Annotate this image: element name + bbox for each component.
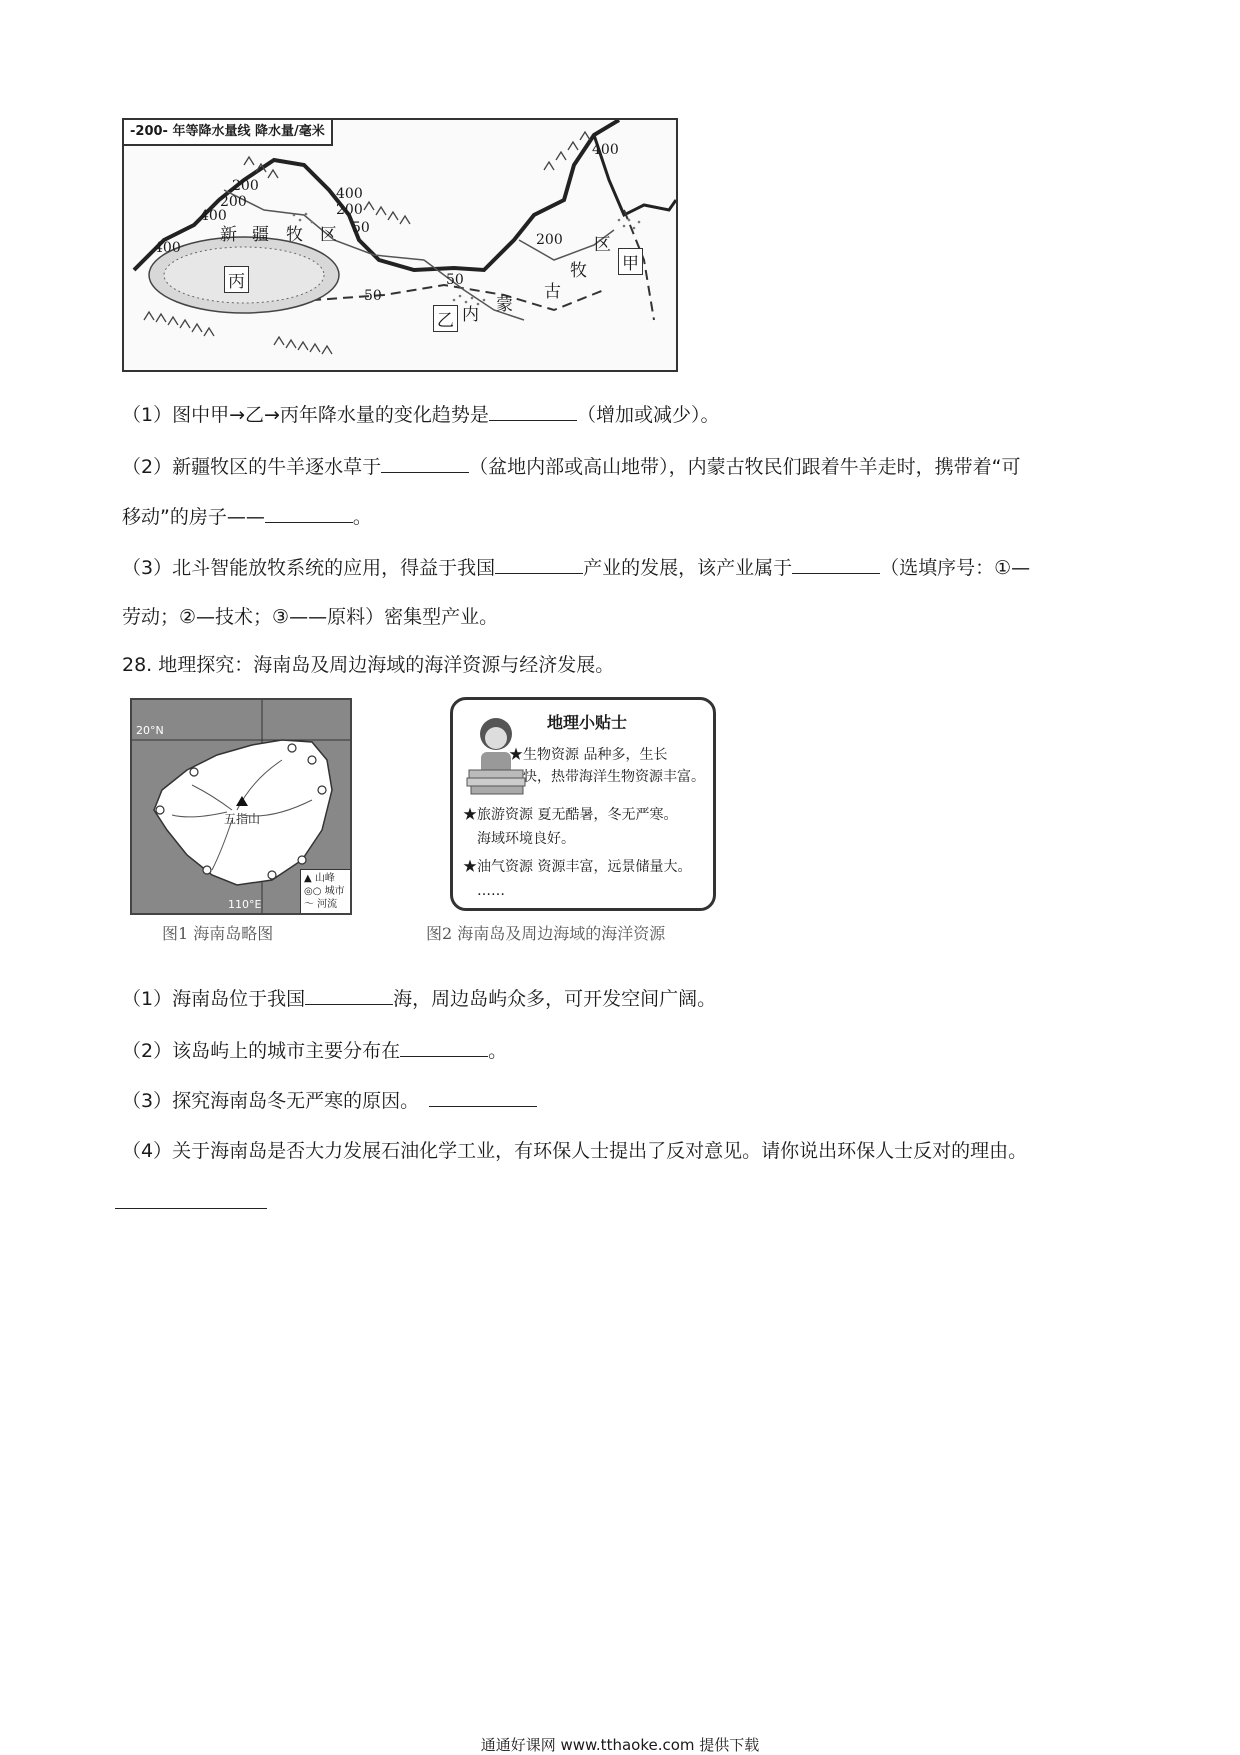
q28-title: 28. 地理探究：海南岛及周边海域的海洋资源与经济发展。 — [122, 654, 615, 676]
q28-sub2: （2）该岛屿上的城市主要分布在 。 — [122, 1036, 507, 1065]
q27-sub2-cont: 移动”的房子—— 。 — [122, 502, 372, 531]
legend-city: ◎○ 城市 — [304, 886, 345, 897]
answer-blank[interactable] — [400, 1036, 488, 1057]
region-label: 区 — [320, 225, 337, 245]
q27-sub1: （1）图中甲→乙→丙年降水量的变化趋势是 （增加或减少）。 — [122, 400, 719, 429]
isoline-label: 200 — [232, 178, 259, 194]
region-bing-label: 丙 — [224, 266, 249, 293]
region-jia-label: 甲 — [618, 248, 643, 275]
longitude-label: 110°E — [228, 898, 262, 911]
region-label: 新 — [220, 225, 237, 245]
q28-sub3: （3）探究海南岛冬无严寒的原因。 — [122, 1086, 537, 1115]
tips-line: 海域环境良好。 — [477, 831, 575, 847]
region-label: 蒙 — [496, 295, 513, 315]
region-label: 牧 — [570, 261, 587, 281]
isoline-label: 200 — [336, 202, 363, 218]
tips-line: …… — [477, 883, 505, 899]
figure1-caption: 图1 海南岛略图 — [162, 924, 274, 943]
answer-blank[interactable] — [792, 553, 880, 574]
answer-blank[interactable] — [305, 984, 393, 1005]
answer-blank[interactable] — [429, 1086, 537, 1107]
isoline-label: 50 — [352, 220, 370, 236]
hainan-map — [130, 698, 352, 915]
hainan-map-legend — [300, 869, 350, 913]
isoline-label: 400 — [336, 186, 363, 202]
figure2-caption: 图2 海南岛及周边海域的海洋资源 — [426, 924, 666, 943]
tips-title: 地理小贴士 — [547, 713, 628, 732]
region-label: 古 — [544, 282, 561, 302]
isoline-label: 50 — [446, 272, 464, 288]
answer-blank[interactable] — [495, 553, 583, 574]
region-label: 疆 — [252, 225, 269, 245]
region-label: 内 — [462, 305, 479, 325]
q28-sub4: （4）关于海南岛是否大力发展石油化学工业，有环保人士提出了反对意见。请你说出环保人士反对的理由。 — [122, 1140, 1028, 1162]
answer-blank[interactable] — [381, 452, 469, 473]
latitude-label: 20°N — [136, 724, 164, 737]
answer-blank[interactable] — [115, 1208, 267, 1209]
isoline-label: 200 — [536, 232, 563, 248]
tips-line: 快，热带海洋生物资源丰富。 — [523, 769, 705, 785]
answer-blank[interactable] — [489, 400, 577, 421]
isoline-label: 400 — [200, 208, 227, 224]
isoline-label: 400 — [154, 240, 181, 256]
tips-line: ★旅游资源 夏无酷暑，冬无严寒。 — [463, 807, 678, 823]
isoline-label: 50 — [364, 288, 382, 304]
tips-line: ★生物资源 品种多，生长 — [509, 747, 668, 763]
legend-river: 〜 河流 — [304, 899, 338, 910]
region-label: 牧 — [286, 225, 303, 245]
precipitation-map — [122, 118, 678, 372]
q27-sub3-cont: 劳动；②—技术；③——原料）密集型产业。 — [122, 606, 499, 628]
answer-blank[interactable] — [265, 502, 353, 523]
tips-line: ★油气资源 资源丰富，远景储量大。 — [463, 859, 692, 875]
geography-tips-card — [450, 697, 716, 911]
isoline-label: 400 — [592, 142, 619, 158]
isoline-label: 200 — [220, 194, 247, 210]
map-legend: -200- 年等降水量线 降水量/毫米 — [124, 120, 333, 146]
q27-sub2: （2）新疆牧区的牛羊逐水草于 （盆地内部或高山地带），内蒙古牧民们跟着牛羊走时，携带着“可 — [122, 452, 1020, 481]
legend-mountain: ▲ 山峰 — [304, 873, 335, 884]
page-footer: 通通好课网 www.tthaoke.com 提供下载 — [480, 1736, 760, 1754]
wuzhishan-label: 五指山 — [224, 812, 261, 826]
region-label: 区 — [594, 235, 611, 255]
q28-sub1: （1）海南岛位于我国 海，周边岛屿众多，可开发空间广阔。 — [122, 984, 716, 1013]
q27-sub3: （3）北斗智能放牧系统的应用，得益于我国 产业的发展，该产业属于 （选填序号：①— — [122, 553, 1030, 582]
region-yi-label: 乙 — [433, 305, 458, 332]
